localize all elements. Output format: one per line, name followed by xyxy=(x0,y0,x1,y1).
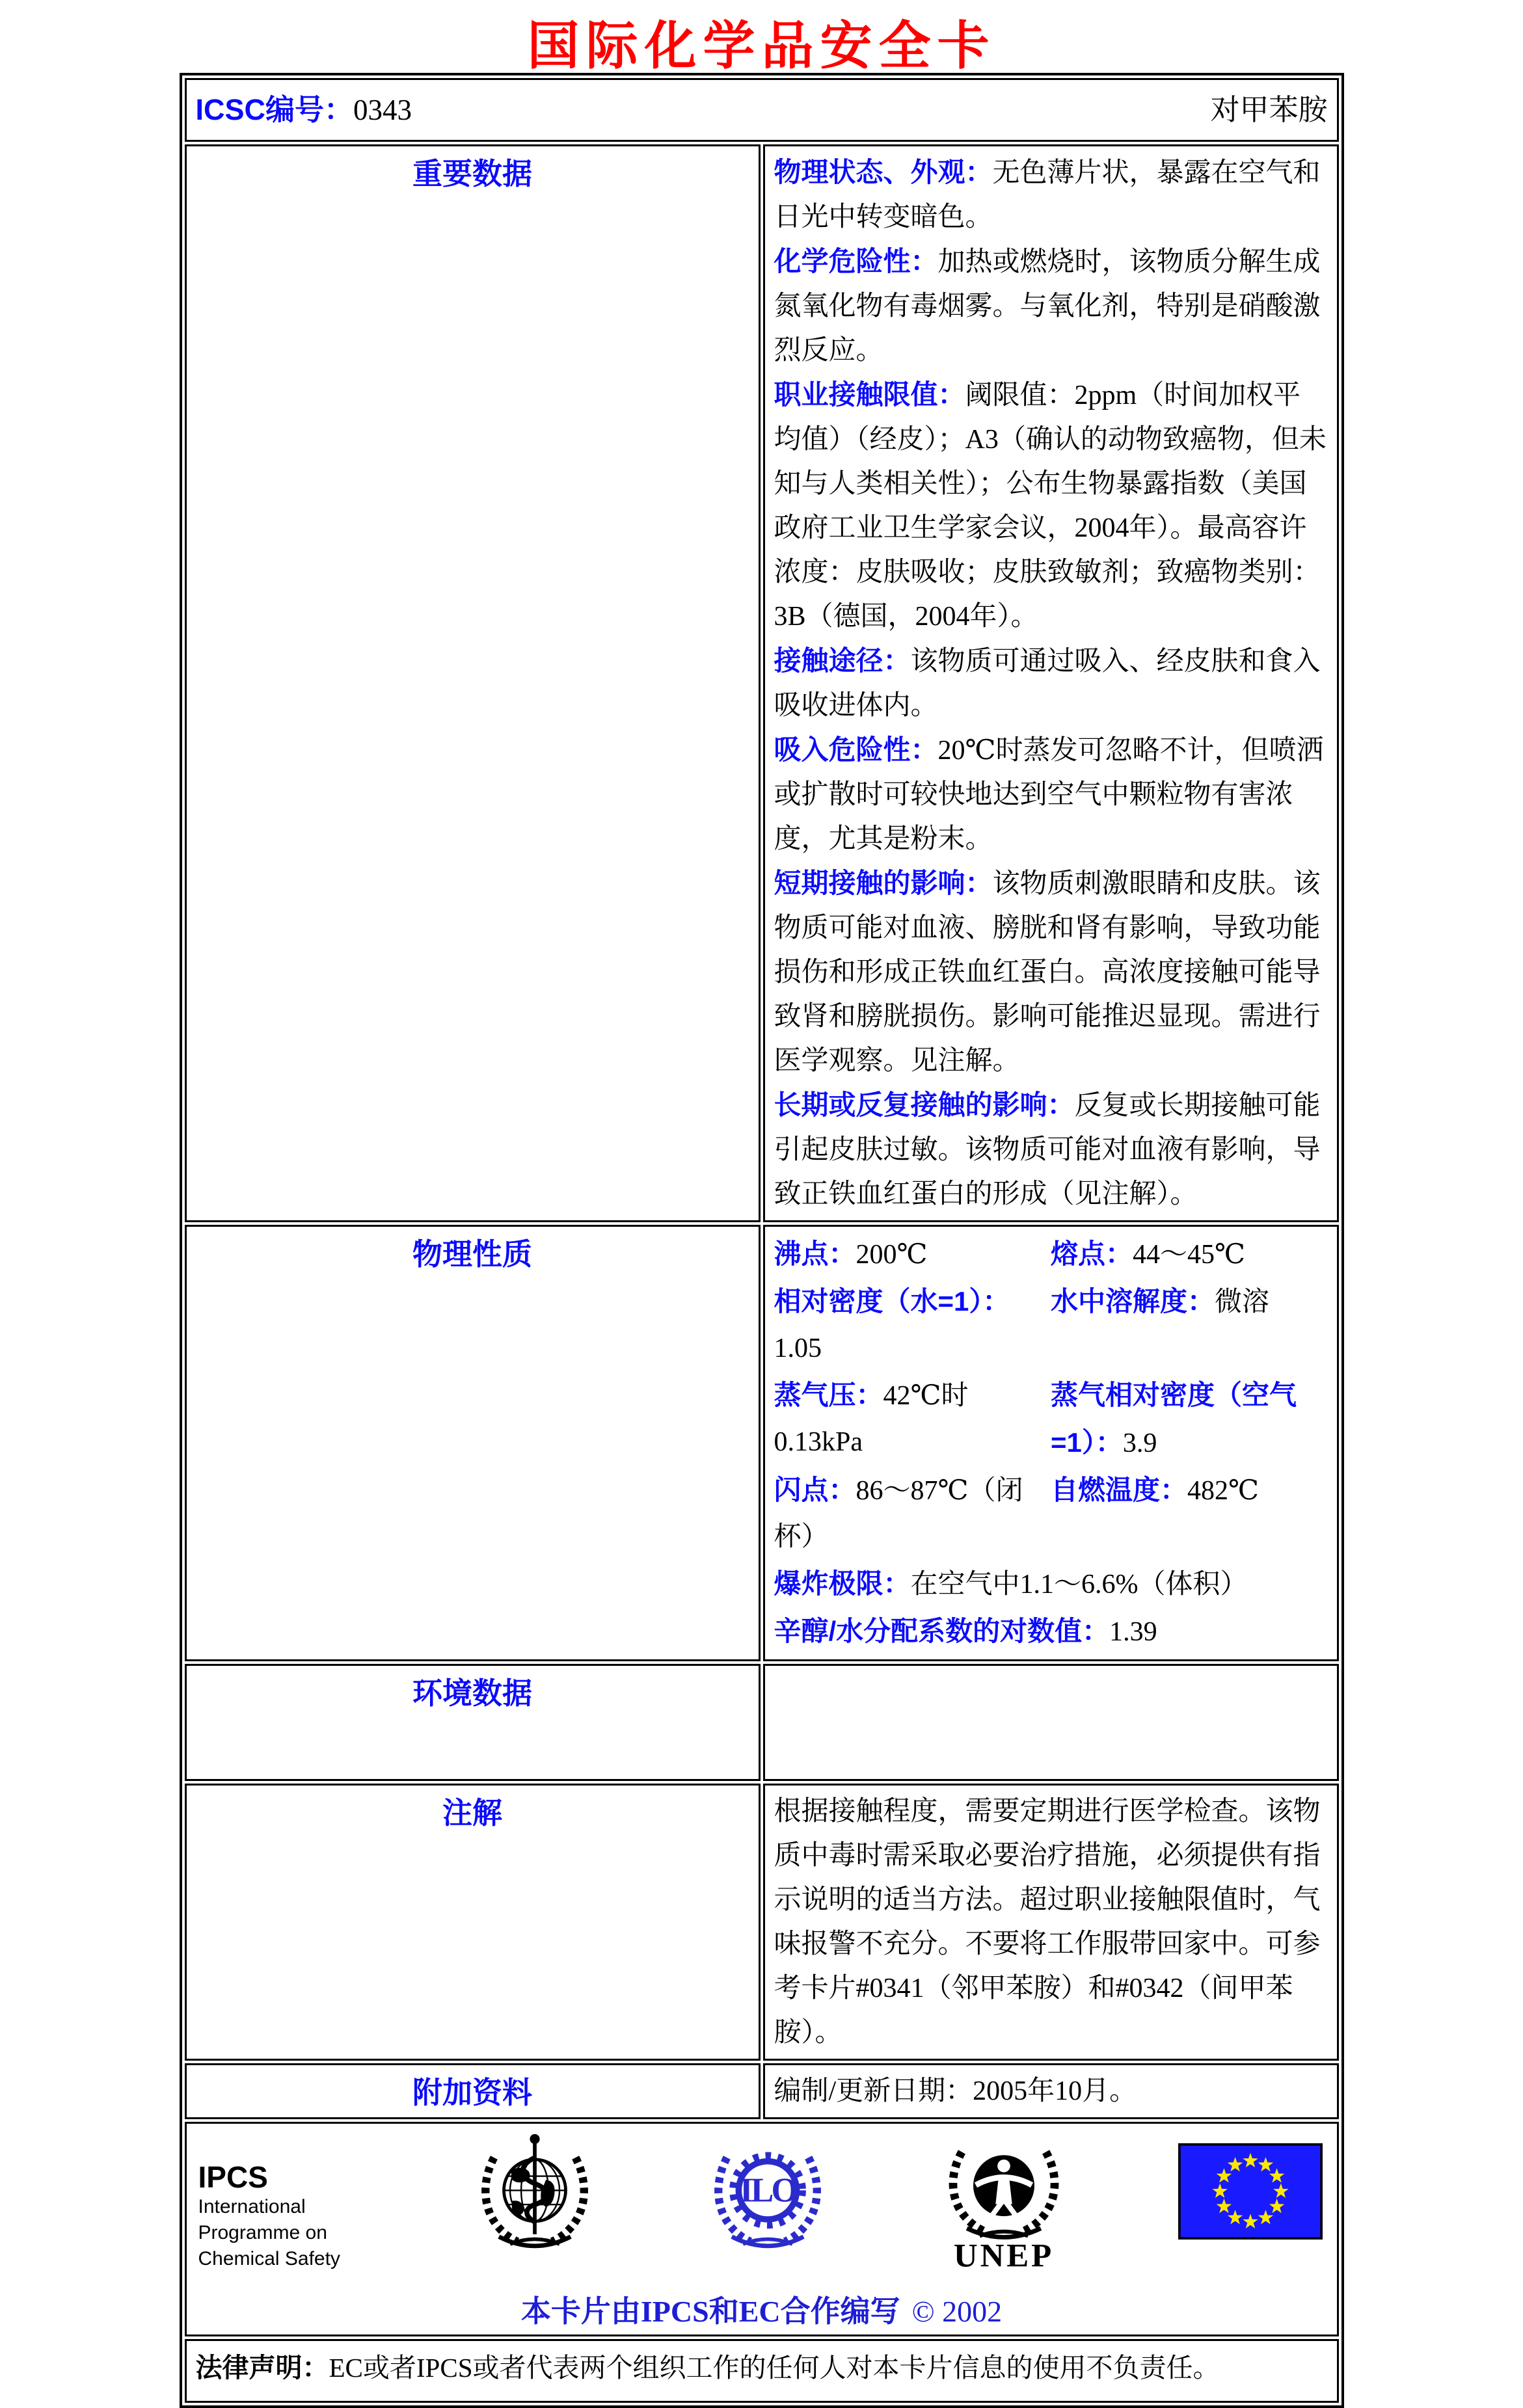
explosive-limits xyxy=(774,1560,1328,1608)
section-label-notes: 注解 xyxy=(185,1784,761,2061)
short-term-effects-item xyxy=(774,861,1328,1083)
inhalation-risk-text: 20℃时蒸发可忽略不计，但喷洒或扩散时可较快地达到空气中颗粒物有害浓度，尤其是粉末。 xyxy=(774,736,1324,854)
exposure-routes-item xyxy=(774,639,1328,728)
long-term-effects-label: 长期或反复接触的影响： xyxy=(774,1090,1075,1120)
flash-point-value: 86～87℃（闭杯） xyxy=(774,1476,1023,1552)
unep-caption: UNEP xyxy=(953,2238,1054,2275)
additional-info-content: 编制/更新日期：2005年10月。 xyxy=(763,2063,1339,2119)
vapor-relative-density xyxy=(1051,1372,1328,1467)
copyright-text: © 2002 xyxy=(911,2295,1003,2328)
safety-card-table xyxy=(180,73,1344,2408)
section-label-environmental-data: 环境数据 xyxy=(185,1664,761,1781)
inhalation-risk-label: 吸入危险性： xyxy=(774,734,938,765)
credit-line xyxy=(196,2288,1328,2331)
ipcs-line-2: Programme on xyxy=(198,2222,327,2243)
long-term-effects-item xyxy=(774,1083,1328,1216)
chemical-hazard-text: 加热或燃烧时，该物质分解生成氮氧化物有毒烟雾。与氧化剂，特别是硝酸激烈反应。 xyxy=(774,247,1321,366)
melting-point xyxy=(1051,1231,1328,1278)
logos-row xyxy=(185,2122,1339,2336)
melting-point-value: 44～45℃ xyxy=(1133,1240,1245,1270)
occupational-exposure-limits-item xyxy=(774,373,1328,639)
inhalation-risk-item xyxy=(774,728,1328,861)
physical-state-text: 无色薄片状，暴露在空气和日光中转变暗色。 xyxy=(774,158,1321,232)
section-label-physical-properties: 物理性质 xyxy=(185,1225,761,1661)
who-logo-icon xyxy=(473,2132,597,2258)
chemical-name: 对甲苯胺 xyxy=(1210,94,1328,126)
boiling-point-value: 200℃ xyxy=(856,1240,928,1270)
chemical-hazard-item xyxy=(774,239,1328,373)
autoignition-temperature-value: 482℃ xyxy=(1187,1476,1259,1506)
card-header-row xyxy=(185,78,1339,142)
ipcs-text-block xyxy=(198,2132,364,2272)
vapor-relative-density-value: 3.9 xyxy=(1122,1428,1157,1458)
ilo-logo-icon xyxy=(706,2132,829,2258)
vapor-relative-density-label: 蒸气相对密度（空气=1）： xyxy=(1051,1380,1297,1458)
section-label-important-data: 重要数据 xyxy=(185,144,761,1222)
physical-properties-content xyxy=(763,1225,1339,1661)
physical-state-item xyxy=(774,150,1328,239)
flash-point xyxy=(774,1467,1051,1560)
notes-content: 根据接触程度，需要定期进行医学检查。该物质中毒时需采取必要治疗措施，必须提供有指示说明的适当方法。超过职业接触限值时，气味报警不充分。不要将工作服带回家中。可参考卡片#0341（邻甲苯胺）和#0342（间甲苯胺）。 xyxy=(763,1784,1339,2061)
autoignition-temperature-label: 自燃温度： xyxy=(1051,1475,1188,1505)
icsc-number-label: ICSC编号： xyxy=(195,93,354,126)
short-term-effects-text: 该物质刺激眼睛和皮肤。该物质可能对血液、膀胱和肾有影响，导致功能损伤和形成正铁血红蛋白。高浓度接触可能导致肾和膀胱损伤。影响可能推迟显现。需进行医学观察。见注解。 xyxy=(774,869,1321,1076)
octanol-water-partition-label: 辛醇/水分配系数的对数值： xyxy=(774,1616,1110,1646)
explosive-limits-label: 爆炸极限： xyxy=(774,1568,911,1599)
important-data-content xyxy=(763,144,1339,1222)
legal-notice-text: EC或者IPCS或者代表两个组织工作的任何人对本卡片信息的使用不负责任。 xyxy=(329,2353,1220,2383)
credit-text: 本卡片由IPCS和EC合作编写 xyxy=(520,2295,900,2328)
boiling-point xyxy=(774,1231,1051,1278)
ipcs-line-1: International xyxy=(198,2196,306,2217)
legal-notice-row xyxy=(185,2339,1339,2403)
icsc-number-group xyxy=(196,84,412,136)
short-term-effects-label: 短期接触的影响： xyxy=(774,868,993,898)
water-solubility xyxy=(1051,1278,1328,1372)
eu-flag-icon xyxy=(1178,2132,1323,2240)
water-solubility-label: 水中溶解度： xyxy=(1051,1286,1215,1317)
long-term-effects-text: 反复或长期接触可能引起皮肤过敏。该物质可能对血液有影响，导致正铁血红蛋白的形成（见注解）。 xyxy=(774,1091,1321,1209)
chemical-hazard-label: 化学危险性： xyxy=(774,246,938,276)
ipcs-line-3: Chemical Safety xyxy=(198,2248,340,2269)
exposure-routes-label: 接触途径： xyxy=(774,645,911,676)
legal-notice-label: 法律声明： xyxy=(195,2353,329,2383)
relative-density xyxy=(774,1278,1051,1372)
occupational-exposure-limits-label: 职业接触限值： xyxy=(774,379,965,410)
unep-logo-icon xyxy=(939,2132,1069,2281)
relative-density-label: 相对密度（水=1）： xyxy=(774,1286,1010,1317)
octanol-water-partition-value: 1.39 xyxy=(1109,1617,1157,1647)
page-title: 国际化学品安全卡 xyxy=(527,18,996,75)
icsc-number-value: 0343 xyxy=(353,94,412,126)
vapor-pressure-label: 蒸气压： xyxy=(774,1380,883,1410)
octanol-water-partition xyxy=(774,1608,1328,1655)
section-label-additional-info: 附加资料 xyxy=(185,2063,761,2119)
relative-density-value: 1.05 xyxy=(774,1333,822,1363)
exposure-routes-text: 该物质可通过吸入、经皮肤和食入吸收进体内。 xyxy=(774,647,1321,721)
ipcs-acronym: IPCS xyxy=(198,2160,268,2194)
flash-point-label: 闪点： xyxy=(774,1475,856,1505)
melting-point-label: 熔点： xyxy=(1051,1238,1133,1269)
occupational-exposure-limits-text: 阈限值：2ppm（时间加权平均值）（经皮）；A3（确认的动物致癌物，但未知与人类相关性）；公布生物暴露指数（美国政府工业卫生学家会议，2004年）。最高容许浓度：皮肤吸收；皮肤致敏剂；致癌物类别：3B（德国，2004年）。 xyxy=(774,381,1327,632)
ilo-letters: ILO xyxy=(739,2171,796,2210)
explosive-limits-value: 在空气中1.1～6.6%（体积） xyxy=(910,1570,1248,1599)
vapor-pressure xyxy=(774,1372,1051,1467)
environmental-data-content xyxy=(763,1664,1339,1781)
boiling-point-label: 沸点： xyxy=(774,1238,856,1269)
autoignition-temperature xyxy=(1051,1467,1328,1560)
vapor-pressure-value: 42℃时0.13kPa xyxy=(774,1381,969,1457)
physical-state-label: 物理状态、外观： xyxy=(774,157,993,187)
water-solubility-value: 微溶 xyxy=(1215,1287,1270,1317)
